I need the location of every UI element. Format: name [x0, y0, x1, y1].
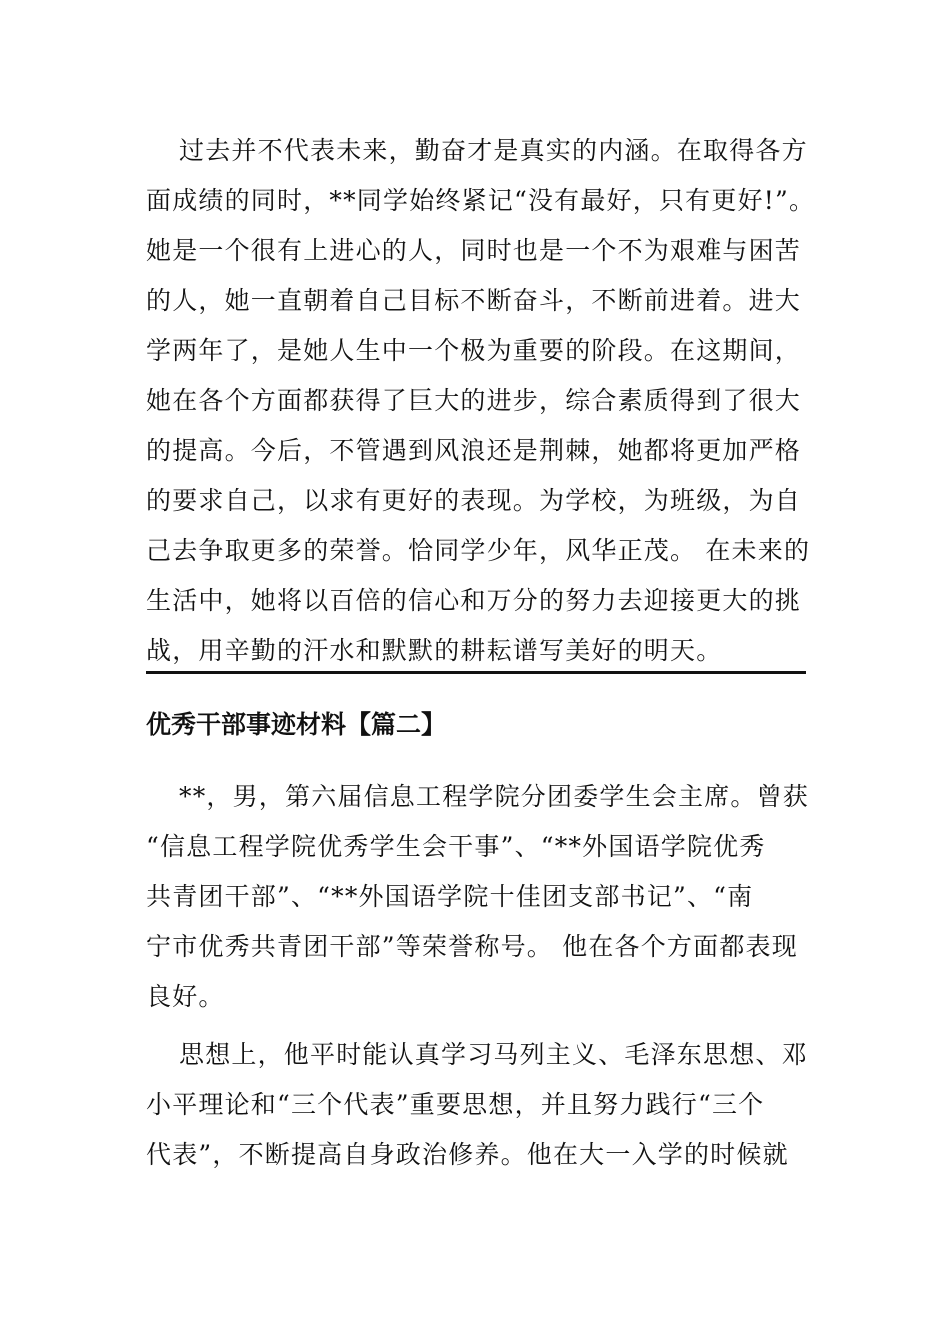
text-line: 己去争取更多的荣誉。恰同学少年，风华正茂。 在未来的 — [146, 536, 811, 565]
text-line: 小平理论和“三个代表”重要思想，并且努力践行“三个 — [146, 1090, 765, 1119]
text-line: 共青团干部”、“**外国语学院十佳团支部书记”、“南 — [146, 882, 754, 911]
text-line: 思想上，他平时能认真学习马列主义、毛泽东思想、邓 — [179, 1040, 808, 1069]
section-divider — [146, 671, 806, 674]
text-line: 生活中，她将以百倍的信心和万分的努力去迎接更大的挑 — [146, 586, 802, 615]
text-line: 代表”，不断提高自身政治修养。他在大一入学的时候就 — [146, 1140, 789, 1169]
text-line: 的要求自己，以求有更好的表现。为学校，为班级，为自 — [146, 486, 802, 515]
text-line: 她在各个方面都获得了巨大的进步，综合素质得到了很大 — [146, 386, 802, 415]
text-line: **，男，第六届信息工程学院分团委学生会主席。曾获 — [179, 782, 810, 811]
text-line: 她是一个很有上进心的人，同时也是一个不为艰难与困苦 — [146, 236, 802, 265]
section-heading: 优秀干部事迹材料【篇二】 — [146, 710, 447, 739]
text-line: 学两年了，是她人生中一个极为重要的阶段。在这期间， — [146, 336, 802, 365]
text-line: 过去并不代表未来，勤奋才是真实的内涵。在取得各方 — [179, 136, 808, 165]
text-line: 的人，她一直朝着自己目标不断奋斗，不断前进着。进大 — [146, 286, 802, 315]
text-line: “信息工程学院优秀学生会干事”、“**外国语学院优秀 — [146, 832, 766, 861]
text-line: 的提高。今后，不管遇到风浪还是荆棘，她都将更加严格 — [146, 436, 802, 465]
text-line: 面成绩的同时，**同学始终紧记“没有最好，只有更好!”。 — [146, 186, 816, 215]
text-line: 良好。 — [146, 982, 225, 1011]
text-line: 宁市优秀共青团干部”等荣誉称号。 他在各个方面都表现 — [146, 932, 798, 961]
text-line: 战，用辛勤的汗水和默默的耕耘谱写美好的明天。 — [146, 636, 723, 665]
